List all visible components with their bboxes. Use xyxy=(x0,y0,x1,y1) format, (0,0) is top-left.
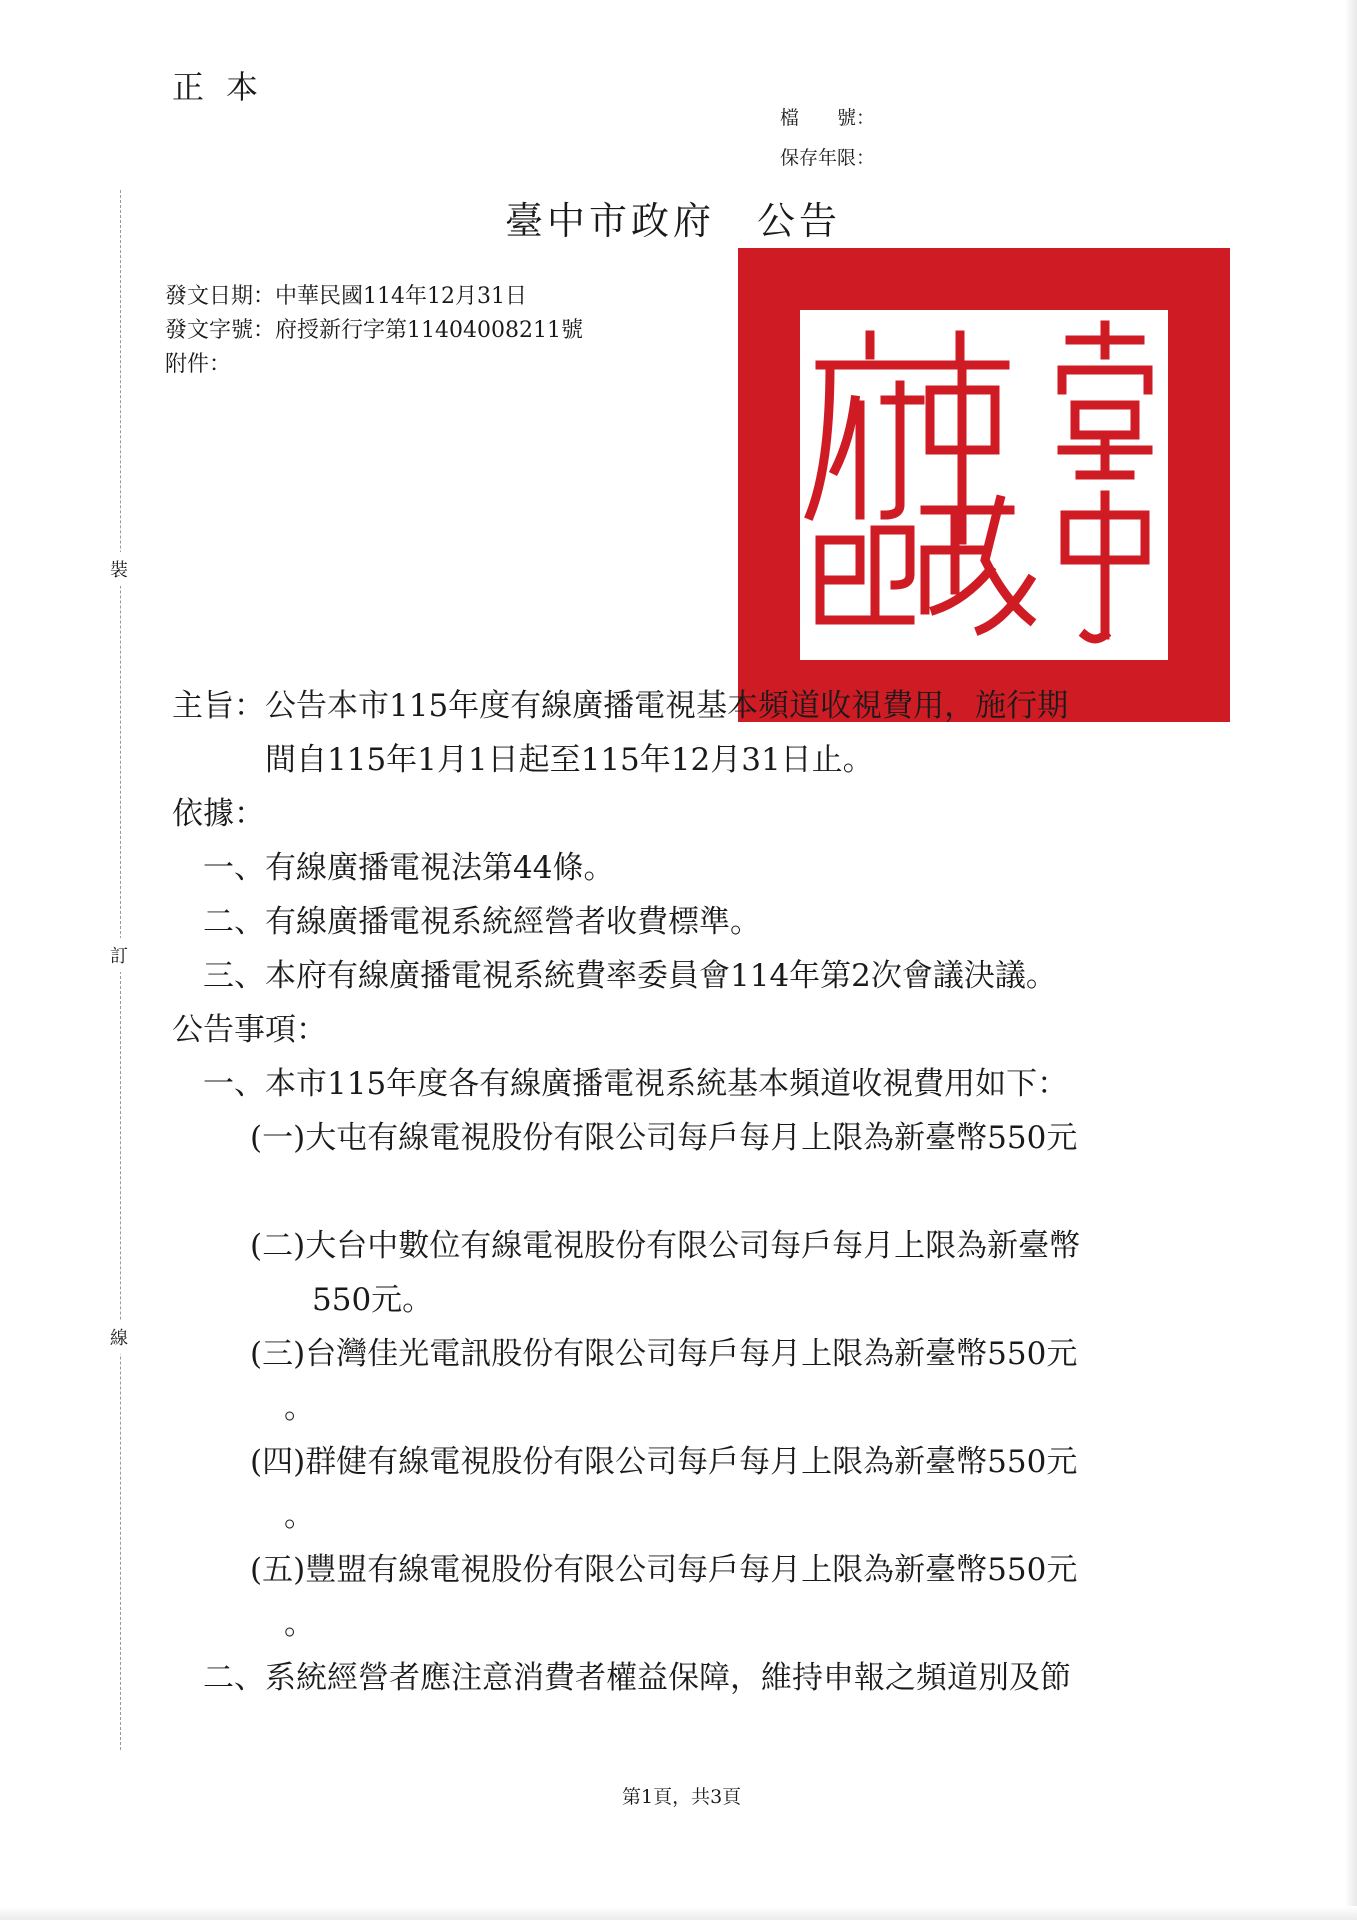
fee-item: (三)台灣佳光電訊股份有限公司每戶每月上限為新臺幣550元 xyxy=(250,1336,1078,1372)
subject-label: 主旨： xyxy=(172,688,265,724)
issue-date: 發文日期：中華民國114年12月31日 xyxy=(165,284,527,309)
binding-mark: 線 xyxy=(110,1320,128,1354)
binding-mark: 訂 xyxy=(110,938,128,972)
page-number: 第1頁，共3頁 xyxy=(622,1786,742,1808)
notice-item: 二、系統經營者應注意消費者權益保障，維持申報之頻道別及節 xyxy=(203,1660,1071,1696)
fee-item-continued: 。 xyxy=(284,1606,315,1642)
fee-item-continued: 550元。 xyxy=(312,1282,434,1318)
fee-item: (一)大屯有線電視股份有限公司每戶每月上限為新臺幣550元 xyxy=(250,1120,1078,1156)
scan-edge xyxy=(1345,0,1357,1920)
basis-label: 依據： xyxy=(172,796,265,832)
file-number-label: 檔 號： xyxy=(780,107,876,129)
fee-item-continued: 。 xyxy=(284,1390,315,1426)
attachment-label: 附件： xyxy=(165,352,232,377)
official-seal xyxy=(738,248,1230,722)
document-title: 臺中市政府 公告 xyxy=(505,199,842,243)
fee-item: (四)群健有線電視股份有限公司每戶每月上限為新臺幣550元 xyxy=(250,1444,1078,1480)
document-number: 發文字號：府授新行字第11404008211號 xyxy=(165,318,583,343)
basis-item: 二、有線廣播電視系統經營者收費標準。 xyxy=(203,904,761,940)
subject-text: 公告本市115年度有線廣播電視基本頻道收視費用，施行期 xyxy=(265,688,1069,724)
seal-glyphs-icon xyxy=(800,310,1168,660)
subject-text: 間自115年1月1日起至115年12月31日止。 xyxy=(265,742,874,778)
fee-item: (五)豐盟有線電視股份有限公司每戶每月上限為新臺幣550元 xyxy=(250,1552,1078,1588)
copy-mark: 正本 xyxy=(172,68,281,106)
basis-item: 一、有線廣播電視法第44條。 xyxy=(203,850,615,886)
header-fields xyxy=(165,280,583,382)
basis-item: 三、本府有線廣播電視系統費率委員會114年第2次會議決議。 xyxy=(203,958,1057,994)
retention-label: 保存年限： xyxy=(780,147,876,169)
notice-item: 一、本市115年度各有線廣播電視系統基本頻道收視費用如下： xyxy=(203,1066,1069,1102)
fee-item-continued: 。 xyxy=(284,1498,315,1534)
fee-item: (二)大台中數位有線電視股份有限公司每戶每月上限為新臺幣 xyxy=(250,1228,1081,1264)
binding-mark: 裝 xyxy=(110,552,128,586)
file-meta xyxy=(780,98,875,178)
notice-label: 公告事項： xyxy=(172,1012,327,1048)
scan-edge xyxy=(0,1906,1357,1920)
